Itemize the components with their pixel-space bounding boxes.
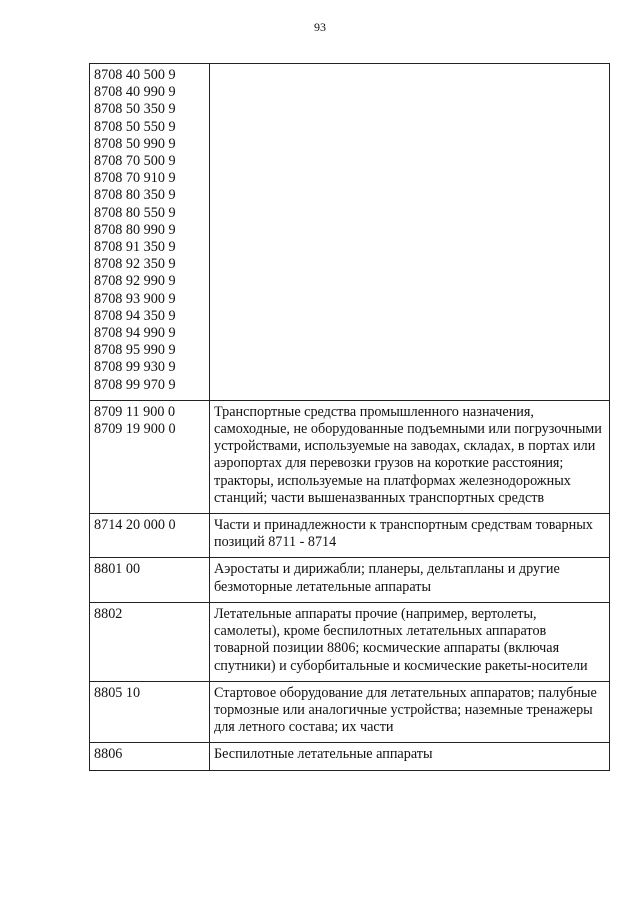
description-cell [210,64,610,401]
tariff-code: 8708 50 990 9 [94,135,176,152]
description-cell [210,558,610,602]
table-body [90,64,610,771]
tariff-code: 8708 70 500 9 [94,153,176,170]
tariff-code: 8708 50 350 9 [94,101,176,118]
tariff-code: 8708 80 350 9 [94,187,176,204]
table-row [90,743,610,770]
code-cell [90,743,210,770]
page-number: 93 [314,20,326,34]
table-row [90,64,610,401]
goods-description: Беспилотные летательные аппараты [214,746,433,763]
tariff-code: 8708 94 350 9 [94,307,176,324]
tariff-code: 8708 40 990 9 [94,84,176,101]
tariff-code: 8709 19 900 0 [94,421,176,438]
description-cell [210,602,610,681]
description-cell [210,743,610,770]
tariff-code: 8709 11 900 0 [94,403,176,420]
code-cell [90,602,210,681]
table-row [90,400,610,513]
tariff-code: 8708 99 970 9 [94,376,176,393]
code-cell [90,64,210,401]
description-cell [210,681,610,743]
tariff-code: 8806 [94,746,123,763]
table-row [90,681,610,743]
tariff-code: 8708 95 990 9 [94,342,176,359]
tariff-code: 8708 80 550 9 [94,204,176,221]
table-row [90,558,610,602]
goods-description: Стартовое оборудование для летательных аппаратов; палубные тормозные или аналогичные устройства; наземные тренажеры для летного состава; их части [214,684,597,736]
tariff-code: 8714 20 000 0 [94,517,176,534]
tariff-code: 8708 91 350 9 [94,239,176,256]
tariff-code: 8708 50 550 9 [94,118,176,135]
tariff-code: 8708 99 930 9 [94,359,176,376]
tariff-code: 8801 00 [94,561,141,578]
table-row [90,602,610,681]
code-cell [90,514,210,558]
description-cell [210,514,610,558]
tariff-code: 8708 93 900 9 [94,290,176,307]
code-cell [90,400,210,513]
tariff-code: 8708 80 990 9 [94,221,176,238]
code-cell [90,558,210,602]
goods-description: Транспортные средства промышленного назначения, самоходные, не оборудованные подъемными или погрузочными устройствами, используемые на заводах, складах, в портах или аэропортах для перевозки грузов на короткие расстояния; тракторы, используемые на платформах железнодорожных станций; части вышеназванных транспортных средств [214,403,602,506]
tariff-code: 8708 40 500 9 [94,67,176,83]
table-row [90,514,610,558]
tariff-code: 8708 92 990 9 [94,273,176,290]
tariff-code: 8708 92 350 9 [94,256,176,273]
tariff-code: 8802 [94,605,123,622]
goods-description: Части и принадлежности к транспортным средствам товарных позиций 8711 - 8714 [214,517,593,551]
tariff-code-table [89,63,610,771]
description-cell [210,400,610,513]
tariff-code: 8708 70 910 9 [94,170,176,187]
goods-description: Летательные аппараты прочие (например, вертолеты, самолеты), кроме беспилотных летательных аппаратов товарной позиции 8806; космические аппараты (включая спутники) и суборбитальные и космические ракеты-носители [214,605,588,674]
goods-description: Аэростаты и дирижабли; планеры, дельтапланы и другие безмоторные летательные аппараты [214,561,560,595]
tariff-code: 8708 94 990 9 [94,325,176,342]
tariff-code: 8805 10 [94,684,141,701]
code-cell [90,681,210,743]
